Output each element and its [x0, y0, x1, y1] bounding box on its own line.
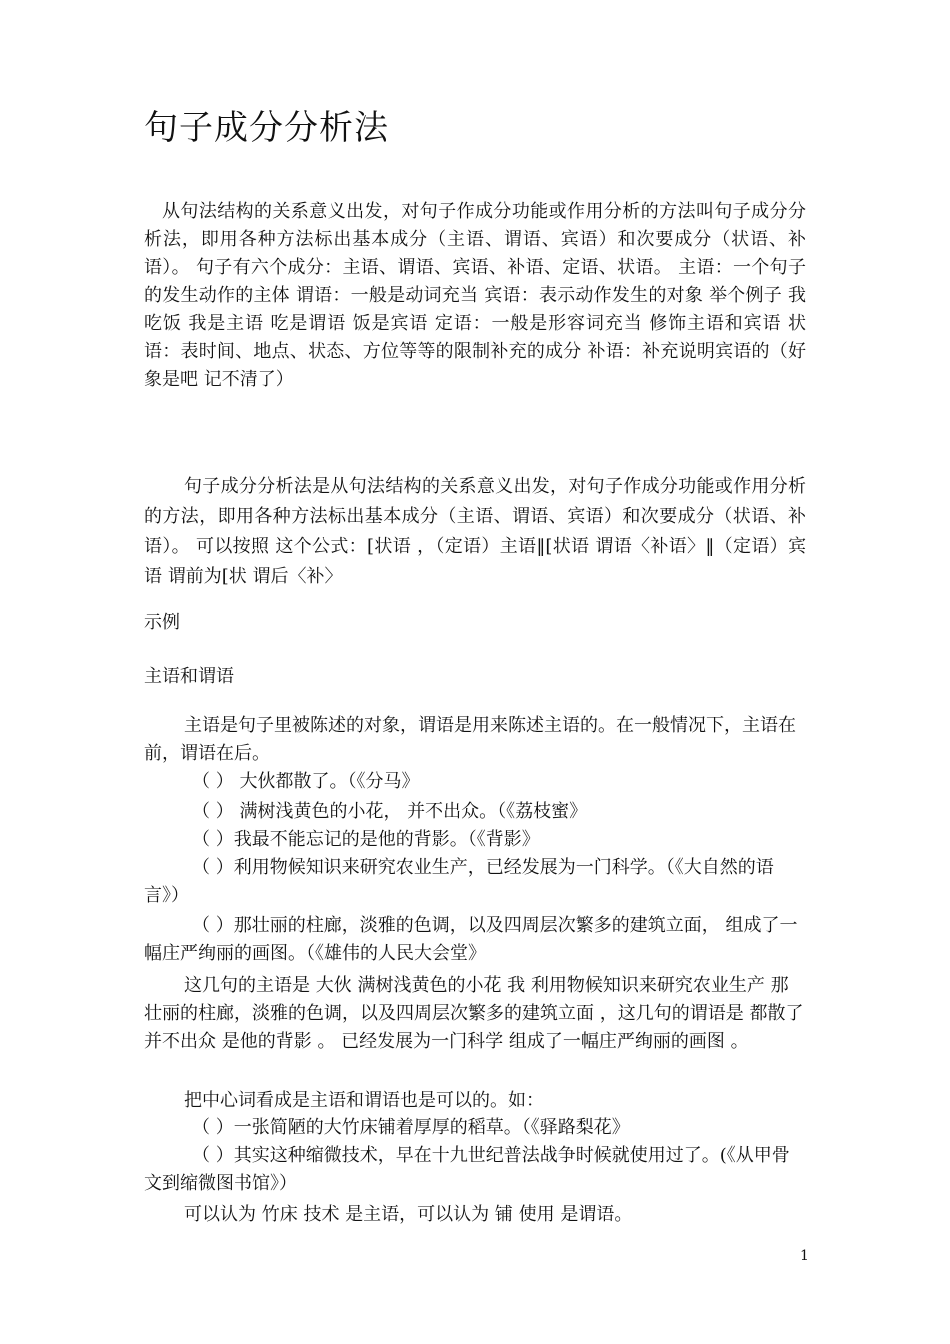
example-item: （ ）那壮丽的柱廊，淡雅的色调，以及四周层次繁多的建筑立面， 组成了一幅庄严绚丽的画图。（《雄伟的人民大会堂》	[144, 915, 798, 964]
example-item: （ ）我最不能忘记的是他的背影。（《背影》	[192, 829, 540, 850]
example-heading: 示例	[144, 612, 180, 633]
example-item: （ ） 大伙都散了。（《分马》	[192, 771, 420, 792]
center-word-line: 把中心词看成是主语和谓语也是可以的。如：	[184, 1090, 544, 1111]
summary-paragraph: 这几句的主语是 大伙 满树浅黄色的小花 我 利用物候知识来研究农业生产 那壮丽的柱廊，淡雅的色调，以及四周层次繁多的建筑立面 ，这几句的谓语是 都散了 并不出众 是他的背影 。 已经发展为一门科学 组成了一幅庄严绚丽的画图 。	[144, 975, 804, 1052]
example-item: （ ）其实这种缩微技术，早在十九世纪普法战争时候就使用过了。(《从甲骨文到缩微图书馆》）	[144, 1145, 790, 1194]
example-item: （ ）一张简陋的大竹床铺着厚厚的稻草。（《驿路梨花》	[192, 1117, 630, 1138]
intro-paragraph: 从句法结构的关系意义出发，对句子作成分功能或作用分析的方法叫句子成分分析法，即用各种方法标出基本成分（主语、谓语、宾语）和次要成分（状语、补语）。 句子有六个成分：主语、谓语、宾语、补语、定语、状语。 主语：一个句子的发生动作的主体 谓语：一般是动词充当 宾语：表示动作发生的对象 举个例子 我吃饭 我是主语 吃是谓语 饭是宾语 定语：一般是形容词充当 修饰主语和宾语 状语：表时间、地点、状态、方位等等的限制补充的成分 补语：补充说明宾语的（好象是吧 记不清了）	[144, 201, 806, 390]
example-item: （ ） 满树浅黄色的小花， 并不出众。（《荔枝蜜》	[192, 801, 588, 822]
page-number: 1	[800, 1248, 809, 1264]
example-item: （ ）利用物候知识来研究农业生产，已经发展为一门科学。（《大自然的语言》）	[144, 857, 774, 906]
second-paragraph: 句子成分分析法是从句法结构的关系意义出发，对句子作成分功能或作用分析的方法，即用各种方法标出基本成分（主语、谓语、宾语）和次要成分（状语、补语）。 可以按照 这个公式：[状语 ，（定语）主语‖[状语 谓语〈补语〉‖（定语）宾语 谓前为[状 谓后〈补〉	[144, 476, 806, 587]
subject-predicate-heading: 主语和谓语	[144, 666, 234, 687]
conclusion-line: 可以认为 竹床 技术 是主语，可以认为 铺 使用 是谓语。	[184, 1204, 633, 1225]
definition-paragraph: 主语是句子里被陈述的对象，谓语是用来陈述主语的。在一般情况下，主语在前，谓语在后。	[144, 715, 796, 764]
page-title: 句子成分分析法	[144, 108, 389, 148]
